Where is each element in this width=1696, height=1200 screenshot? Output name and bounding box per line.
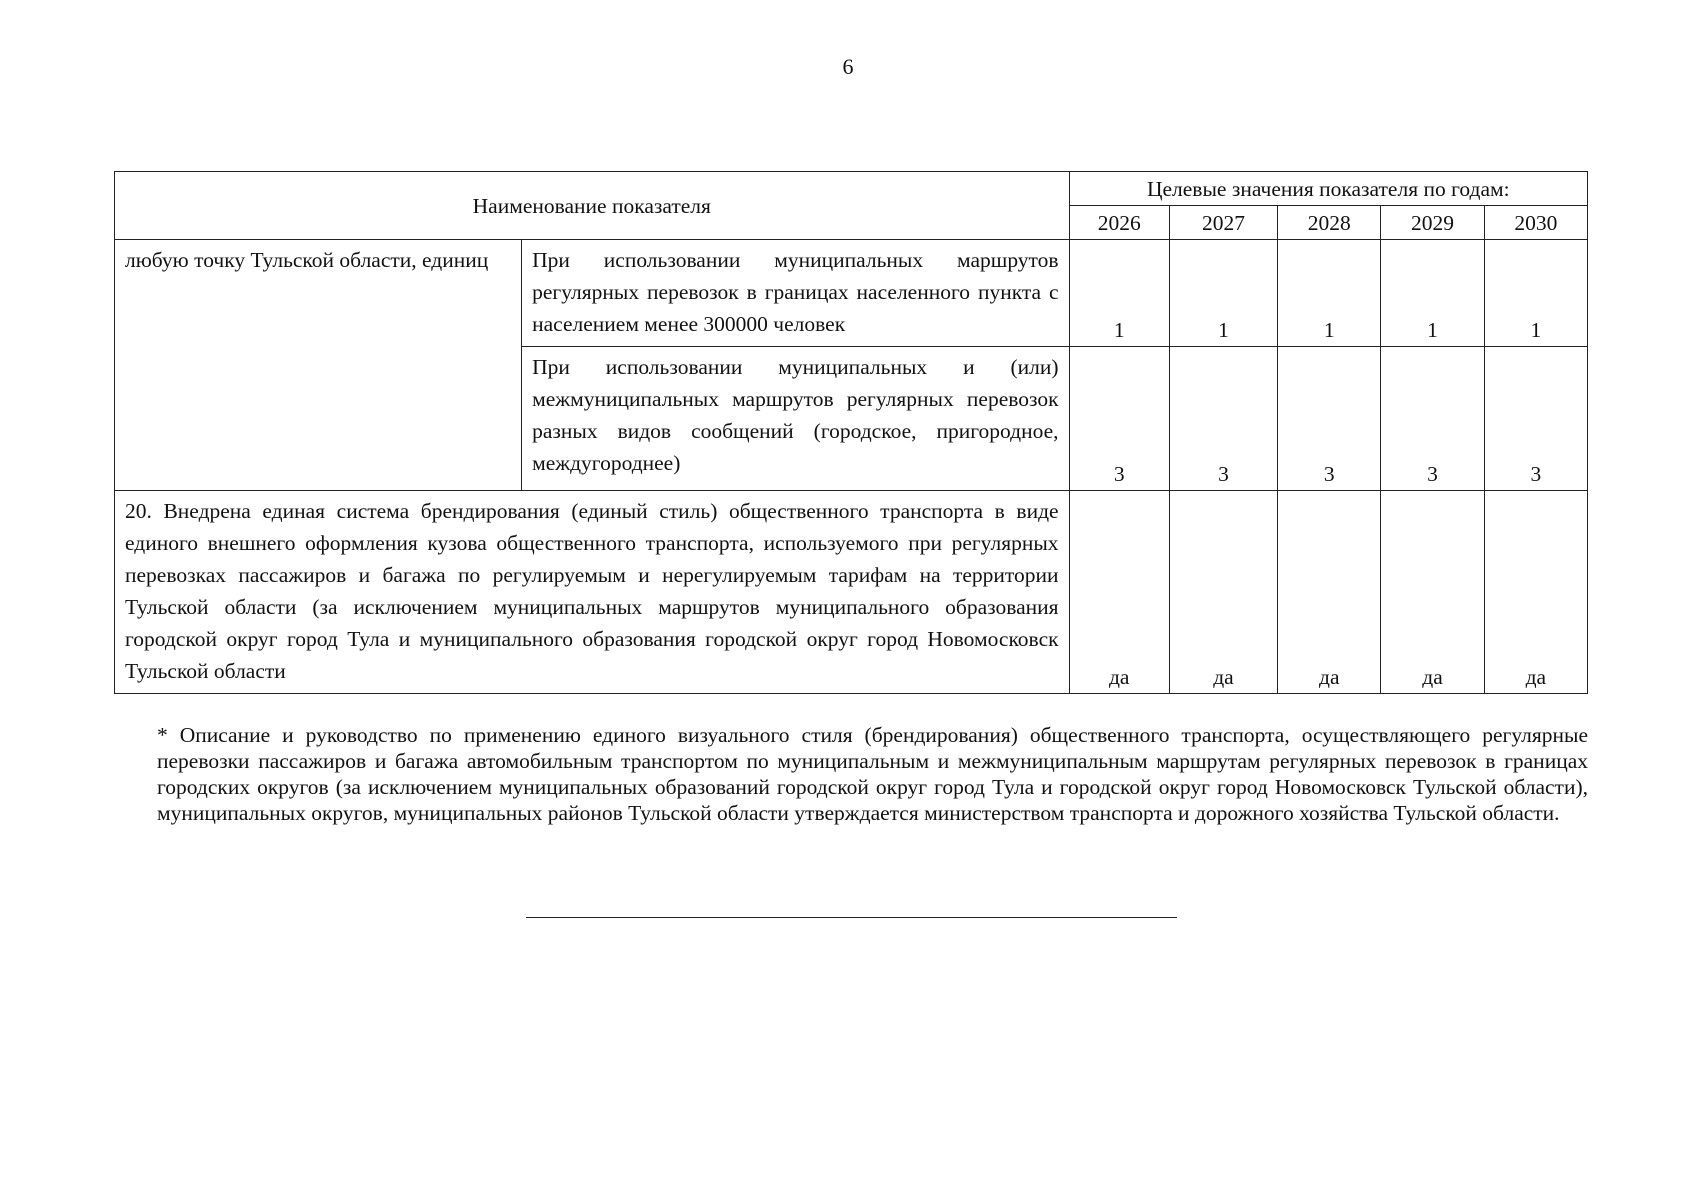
- table-row: [115, 491, 1588, 694]
- row-value: 3: [1169, 347, 1277, 491]
- header-indicator-name: Наименование показателя: [115, 172, 1070, 240]
- row-description: При использовании муниципальных и (или) межмуниципальных маршрутов регулярных перевозок разных видов сообщений (городское, пригородное, междугороднее): [522, 347, 1069, 491]
- row-value: 3: [1278, 347, 1381, 491]
- header-year: 2028: [1278, 206, 1381, 240]
- table-row: [115, 240, 1588, 347]
- row-description: При использовании муниципальных маршрутов регулярных перевозок в границах населенного пункта с населением менее 300000 человек: [522, 240, 1069, 347]
- row-value: 1: [1278, 240, 1381, 347]
- indicators-table: [114, 171, 1588, 694]
- row-value: да: [1069, 491, 1169, 694]
- row-value: 1: [1169, 240, 1277, 347]
- row-value: да: [1484, 491, 1587, 694]
- row-value: да: [1381, 491, 1484, 694]
- header-target-values: Целевые значения показателя по годам:: [1069, 172, 1587, 206]
- row-value: 1: [1381, 240, 1484, 347]
- header-year: 2026: [1069, 206, 1169, 240]
- item-20-description: 20. Внедрена единая система брендирования (единый стиль) общественного транспорта в виде единого внешнего оформления кузова общественного транспорта, используемого при регулярных перевозках пассажиров и багажа по регулируемым и нерегулируемым тарифам на территории Тульской области (за исключением муниципальных маршрутов муниципального образования городской округ город Тула и муниципального образования городской округ город Новомосковск Тульской области: [115, 491, 1070, 694]
- group-label-cell: любую точку Тульской области, единиц: [115, 240, 522, 491]
- page-number: 6: [842, 54, 854, 79]
- row-value: 3: [1069, 347, 1169, 491]
- header-year: 2027: [1169, 206, 1277, 240]
- header-year: 2029: [1381, 206, 1484, 240]
- table-header-row: [115, 172, 1588, 206]
- row-value: 3: [1381, 347, 1484, 491]
- end-divider-line: [526, 917, 1177, 918]
- header-year: 2030: [1484, 206, 1587, 240]
- row-value: да: [1169, 491, 1277, 694]
- row-value: 1: [1069, 240, 1169, 347]
- row-value: да: [1278, 491, 1381, 694]
- row-value: 3: [1484, 347, 1587, 491]
- row-value: 1: [1484, 240, 1587, 347]
- footnote: * Описание и руководство по применению единого визуального стиля (брендирования) общественного транспорта, осуществляющего регулярные перевозки пассажиров и багажа автомобильным транспортом по муниципальным и межмуниципальным маршрутам регулярных перевозок в границах городских округов (за исключением муниципальных образований городской округ город Тула и городской округ город Новомосковск Тульской области), муниципальных округов, муниципальных районов Тульской области утверждается министерством транспорта и дорожного хозяйства Тульской области.: [157, 723, 1588, 825]
